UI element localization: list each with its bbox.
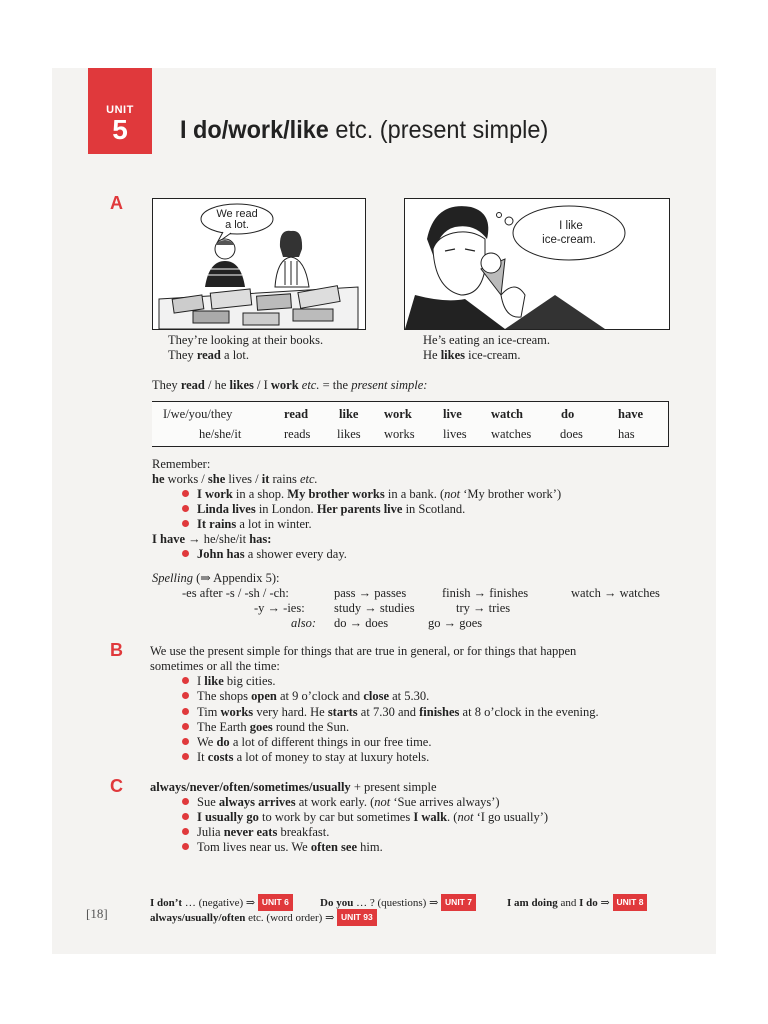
section-b-example: Tim works very hard. He starts at 7.30 and finishes at 8 o’clock in the evening. — [182, 705, 599, 720]
section-b-example: We do a lot of different things in our free time. — [182, 735, 431, 750]
remember-example: Linda lives in London. Her parents live in Scotland. — [182, 502, 465, 517]
footer-ref-questions[interactable]: Do you … ? (questions) ⇒ UNIT 7 — [320, 894, 476, 911]
spelling-example: watch → watches — [571, 586, 660, 600]
page-number: [18] — [86, 906, 108, 921]
unit-number: 5 — [112, 114, 128, 145]
spelling-example: pass → passes — [334, 586, 407, 600]
table-cell: work — [384, 407, 412, 421]
spelling-example: finish → finishes — [442, 586, 529, 600]
section-c-label: C — [110, 776, 123, 796]
caption-right-1: He’s eating an ice-cream. — [423, 333, 551, 347]
bullet-icon — [182, 550, 189, 557]
bullet-icon — [182, 677, 189, 684]
unit-93-link[interactable]: UNIT 93 — [337, 909, 377, 926]
table-cell: do — [561, 407, 575, 421]
remember-example: John has a shower every day. — [182, 547, 347, 562]
right-bubble-text-2: ice-cream. — [542, 234, 596, 246]
section-c-example: Julia never eats breakfast. — [182, 825, 329, 840]
bullet-icon — [182, 708, 189, 715]
section-a-label: A — [110, 193, 123, 213]
table-cell: does — [560, 427, 583, 441]
footer-ref-word-order[interactable]: always/usually/often etc. (word order) ⇒ UNIT 93 — [150, 909, 377, 926]
title-rest: etc. (present simple) — [328, 116, 549, 144]
bullet-icon — [182, 723, 189, 730]
table-cell: have — [618, 407, 643, 421]
present-simple-intro: They read / he likes / I work etc. = the present simple: — [152, 378, 428, 392]
table-cell: he/she/it — [199, 427, 242, 441]
left-bubble-text-1: We read — [216, 208, 258, 220]
bullet-icon — [182, 753, 189, 760]
spelling-rule-label: -es after -s / -sh / -ch: — [182, 586, 289, 600]
spelling-rule-label: -y → -ies: — [254, 601, 305, 615]
unit-badge — [88, 68, 152, 154]
caption-left-2: They read a lot. — [168, 348, 250, 362]
section-c-heading: always/never/often/sometimes/usually + present simple — [150, 780, 437, 794]
unit-label: UNIT — [106, 104, 134, 116]
remember-example: I work in a shop. My brother works in a bank. (not ‘My brother work’) — [182, 487, 561, 502]
section-c-example: Sue always arrives at work early. (not ‘Sue arrives always’) — [182, 795, 500, 810]
bullet-icon — [182, 490, 189, 497]
table-cell: reads — [284, 427, 311, 441]
icecream-man-illustration — [405, 199, 669, 329]
caption-right-2: He likes ice-cream. — [423, 348, 521, 362]
table-cell: I/we/you/they — [163, 407, 233, 421]
remember-heading: Remember: — [152, 457, 211, 471]
bullet-icon — [182, 692, 189, 699]
section-b-example: The shops open at 9 o’clock and close at 5.30. — [182, 689, 429, 704]
footer-ref-negative[interactable]: I don’t … (negative) ⇒ UNIT 6 — [150, 894, 293, 911]
table-cell: live — [443, 407, 462, 421]
spelling-rule-label: also: — [291, 616, 316, 630]
section-b-intro-2: sometimes or all the time: — [150, 659, 280, 673]
bullet-icon — [182, 843, 189, 850]
left-bubble-text-2: a lot. — [225, 219, 249, 231]
bullet-icon — [182, 520, 189, 527]
table-cell: has — [618, 427, 635, 441]
bullet-icon — [182, 813, 189, 820]
remember-example: It rains a lot in winter. — [182, 517, 312, 532]
title-bold: I do/work/like — [180, 116, 329, 144]
illustration-icecream — [404, 198, 670, 330]
table-cell: likes — [337, 427, 361, 441]
spelling-example: study → studies — [334, 601, 415, 615]
table-cell: watch — [491, 407, 523, 421]
table-cell: watches — [491, 427, 532, 441]
table-cell: lives — [443, 427, 467, 441]
section-c-example: I usually go to work by car but sometimes I walk. (not ‘I go usually’) — [182, 810, 548, 825]
unit-6-link[interactable]: UNIT 6 — [258, 894, 293, 911]
table-cell: works — [384, 427, 415, 441]
spelling-heading: Spelling (⇒ Appendix 5): — [152, 571, 280, 585]
caption-left-1: They’re looking at their books. — [168, 333, 324, 347]
reading-people-illustration — [153, 199, 365, 329]
have-rule: I have → he/she/it has: — [152, 532, 272, 546]
conjugation-table — [152, 401, 669, 447]
right-bubble-text-1: I like — [559, 220, 583, 232]
section-b-intro-1: We use the present simple for things that are true in general, or for things that happen — [150, 644, 577, 658]
unit-8-link[interactable]: UNIT 8 — [613, 894, 648, 911]
bullet-icon — [182, 505, 189, 512]
section-b-example: It costs a lot of money to stay at luxury hotels. — [182, 750, 429, 765]
spelling-example: do → does — [334, 616, 389, 630]
footer-ref-present-continuous[interactable]: I am doing and I do ⇒ UNIT 8 — [507, 894, 647, 911]
table-cell: read — [284, 407, 309, 421]
unit-7-link[interactable]: UNIT 7 — [441, 894, 476, 911]
remember-rule: he works / she lives / it rains etc. — [152, 472, 318, 486]
section-b-example: The Earth goes round the Sun. — [182, 720, 349, 735]
section-b-example: I like big cities. — [182, 674, 275, 689]
page-title — [180, 116, 548, 145]
bullet-icon — [182, 738, 189, 745]
bullet-icon — [182, 828, 189, 835]
spelling-example: go → goes — [428, 616, 483, 630]
section-b-label: B — [110, 640, 123, 660]
illustration-reading — [152, 198, 366, 330]
spelling-example: try → tries — [456, 601, 511, 615]
table-cell: like — [339, 407, 359, 421]
section-c-example: Tom lives near us. We often see him. — [182, 840, 383, 855]
bullet-icon — [182, 798, 189, 805]
